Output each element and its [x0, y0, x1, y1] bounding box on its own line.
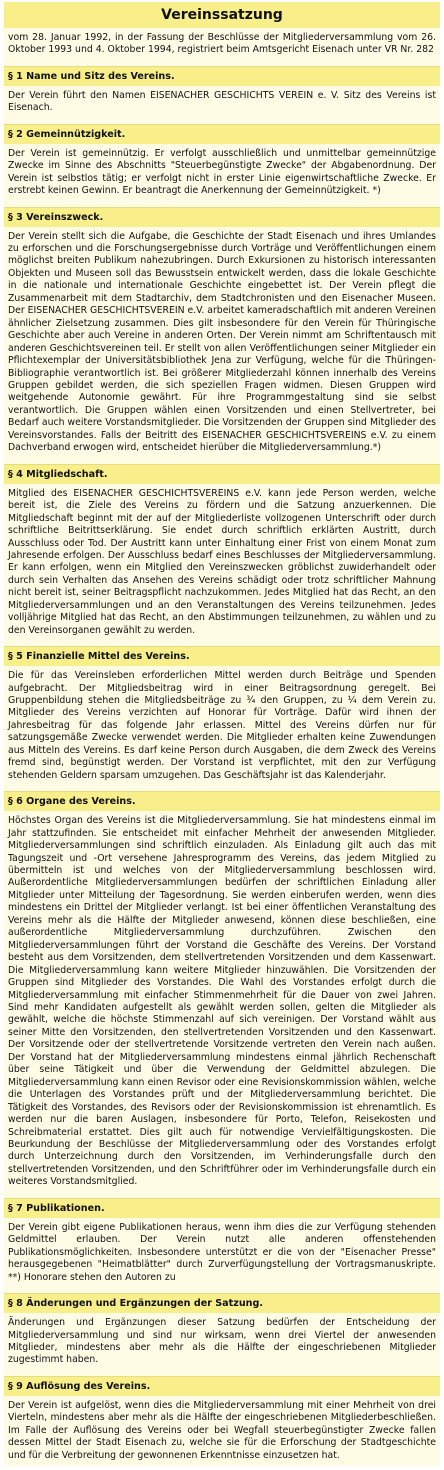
- section-3-heading: § 3 Vereinszweck.: [4, 207, 440, 227]
- section-3-body: Der Verein stellt sich die Aufgabe, die Geschichte der Stadt Eisenach und ihres Umlandes zu erforschen und die Forschungsergebnisse durch Vorträge und Veröffentlichungen einem möglichst breiten Publikum nahezubringen. Durch Exkursionen zu historisch interessanten Objekten und Museen soll das Bewusstsein entwickelt werden, dass die lokale Geschichte in die nationale und internationale Geschichte eingebettet ist. Der Verein pflegt die Zusammenarbeit mit dem Stadtarchiv, dem Stadtchronisten und den Eisenacher Museen. Der EISENACHER GESCHICHTSVEREIN e.V. arbeitet kameradschaftlich mit anderen Vereinen ähnlicher Zielsetzung zusammen. Dies gilt insbesondere für den Verein für Thüringische Geschichte aber auch Vereine in anderen Orten. Der Verein nimmt am Schriftentausch mit anderen Geschichtsvereinen teil. Er stellt von allen Veröffentlichungen seiner Mitglieder ein Pflichtexemplar der Universitätsbibliothek Jena zur Verfügung, welche für die Thüringen-Bibliographie verantwortlich ist. Bei größerer Mitgliederzahl können innerhalb des Vereins Gruppen gebildet werden, die sich speziellen Fragen widmen. Diesen Gruppen wird weitgehende Autonomie gewährt. Für ihre Programmgestaltung sind sie selbst verantwortlich. Die Gruppen wählen einen Vorsitzenden und einen Stellvertreter, bei Bedarf auch weitere Vorstandsmitglieder. Die Vorsitzenden der Gruppen sind Mitglieder des Vereinsvorstandes. Falls der Beitritt des EISENACHER GESCHICHTSVEREINS e.V. zu einem Dachverband erwogen wird, entscheidet hierüber die Mitgliederversammlung.*): [8, 230, 436, 454]
- statute-document: [4, 2, 440, 1466]
- section-8-heading: § 8 Änderungen und Ergänzungen der Satzung.: [4, 1293, 440, 1313]
- section-5-body: Die für das Vereinsleben erforderlichen Mittel werden durch Beiträge und Spenden aufgebracht. Der Mitgliedsbeitrag wird in einer Beitragsordnung geregelt. Bei Gruppenbildung stehen die Mitgliedsbeiträge zu ¾ den Gruppen, zu ¼ dem Verein zu. Mitglieder des Vereins verzichten auf Honorar für Vorträge. Dafür wird ihnen der Jahresbeitrag für das folgende Jahr erlassen. Mittel des Vereins dürfen nur für satzungsgemäße Zwecke verwendet werden. Die Mitglieder erhalten keine Zuwendungen aus Mitteln des Vereins. Es darf keine Person durch Ausgaben, die dem Zweck des Vereins fremd sind, begünstigt werden. Der Vorstand ist verpflichtet, mit den zur Verfügung stehenden Geldern sparsam umzugehen. Das Geschäftsjahr ist das Kalenderjahr.: [8, 670, 436, 781]
- section-9-heading: § 9 Auflösung des Vereins.: [4, 1376, 440, 1396]
- section-4-body: Mitglied des EISENACHER GESCHICHTSVEREINS e.V. kann jede Person werden, welche bereit ist, die Ziele des Vereins zu fördern und die Satzung anzuerkennen. Die Mitgliedschaft beginnt mit der auf der Mitgliederliste vollzogenen Unterschrift oder durch schriftliche Beitrittserklärung. Sie endet durch schriftlich erklärten Austritt, durch Ausschluss oder Tod. Der Austritt kann unter Einhaltung einer Frist von einem Monat zum Jahresende erfolgen. Der Ausschluss bedarf eines Beschlusses der Mitgliederversammlung. Er kann erfolgen, wenn ein Mitglied den Vereinszwecken gröblichst zuwiderhandelt oder durch sein Verhalten das Ansehen des Vereins schädigt oder trotz schriftlicher Mahnung nicht bereit ist, seiner Beitragspflicht nachzukommen. Jedes Mitglied hat das Recht, an den Mitgliederversammlungen und an den Veranstaltungen des Vereins teilzunehmen. Jedes volljährige Mitglied hat das Recht, an den Abstimmungen teilzunehmen, zu wählen und zu den Vereinsorganen gewählt zu werden.: [8, 487, 436, 636]
- section-4-heading: § 4 Mitgliedschaft.: [4, 464, 440, 484]
- section-5-heading: § 5 Finanzielle Mittel des Vereins.: [4, 646, 440, 666]
- section-9-body: Der Verein ist aufgelöst, wenn dies die Mitgliederversammlung mit einer Mehrheit von drei Vierteln, mindestens aber mehr als die Hälfte der eingeschriebenen Mitgliederbeschließen. Im Falle der Auflösung des Vereins oder bei Wegfall steuerbegünstigter Zwecke fallen dessen Mittel der Stadt Eisenach zu, welche sie für die Erforschung der Stadtgeschichte und für die Verbreitung der gewonnenen Erkenntnisse einzusetzen hat.: [8, 1399, 436, 1461]
- section-1-body: Der Verein führt den Namen EISENACHER GESCHICHTS VEREIN e. V. Sitz des Vereins ist Eisenach.: [8, 89, 436, 114]
- section-7-heading: § 7 Publikationen.: [4, 1198, 440, 1218]
- document-title: Vereinssatzung: [4, 2, 440, 28]
- section-7-body: Der Verein gibt eigene Publikationen heraus, wenn ihm dies die zur Verfügung stehenden Geldmittel erlauben. Der Verein nutzt alle anderen offenstehenden Publikationsmöglichkeiten. Insbesondere unterstützt er die von der "Eisenacher Presse" herausgegebenen "Heimatblätter" durch Zurverfügungstellung der Vortragsmanuskripte. **) Honorare stehen den Autoren zu: [8, 1221, 436, 1283]
- section-6-body: Höchstes Organ des Vereins ist die Mitgliederversammlung. Sie hat mindestens einmal im Jahr stattzufinden. Sie entscheidet mit einfacher Mehrheit der anwesenden Mitglieder. Mitgliederversammlungen sind schriftlich einzuladen. Als Einladung gilt auch das mit Tagungszeit und -Ort versehene Jahresprogramm des Vereins, das jedem Mitglied zu übermitteln ist und welches von der Mitgliederversammlung beschlossen wird. Außerordentliche Mitgliederversammlungen bedürfen der schriftlichen Einladung aller Mitglieder unter Mitteilung der Tagesordnung. Sie werden einberufen werden, wenn dies mindestens ein Drittel der Mitglieder verlangt. Ist bei einer öffentlichen Veranstaltung des Vereins mehr als die Hälfte der Mitglieder anwesend, können diese beschließen, eine außerordentliche Mitgliederversammlung durchzuführen. Zwischen den Mitgliederversammlungen führt der Vorstand die Geschäfte des Vereins. Der Vorstand besteht aus dem Vorsitzenden, dem stellvertretenden Vorsitzenden und dem Kassenwart. Die Mitgliederversammlung kann weitere Mitglieder hinzuwählen. Die Vorsitzenden der Gruppen sind Mitglieder des Vorstandes. Die Wahl des Vorstandes erfolgt durch die Mitgliederversammlung mit einfacher Stimmenmehrheit für die Dauer von zwei Jahren. Sind mehr Kandidaten aufgestellt als gewählt werden sollen, gelten die Mitglieder als gewählt, welche die höchste Stimmenzahl auf sich vereinigen. Der Vorstand wählt aus seiner Mitte den Vorsitzenden, den stellvertretenden Vorsitzenden und den Kassenwart. Der Vorsitzende oder der stellvertretende Vorsitzende vertreten den Verein nach außen. Der Vorstand hat der Mitgliederversammlung mindestens einmal jährlich Rechenschaft über seine Tätigkeit und über die Verwendung der Geldmittel abzulegen. Die Mitgliederversammlung kann einen Revisor oder eine Revisionskommission wählen, welche die Unterlagen des Vorstandes prüft und der Mitgliederversammlung berichtet. Die Tätigkeit des Vorstandes, des Revisors oder der Revisionskommission ist ehrenamtlich. Es werden nur die baren Auslagen, insbesondere für Porto, Telefon, Reisekosten und Schreibmaterial erstattet. Dies gilt auch für notwendige Vervielfältigungskosten. Die Beurkundung der Beschlüsse der Mitgliederversammlung oder des Vorstandes erfolgt durch Unterzeichnung durch den Vorsitzenden, im Verhinderungsfalle durch den stellvertretenden Vorsitzenden, und den Schriftführer oder im Verhinderungsfalle durch ein weiteres Vorstandsmitglied.: [8, 815, 436, 1188]
- section-6-heading: § 6 Organe des Vereins.: [4, 791, 440, 811]
- section-2-heading: § 2 Gemeinnützigkeit.: [4, 124, 440, 144]
- intro-text: vom 28. Januar 1992, in der Fassung der Beschlüsse der Mitgliederversammlung vom 26. Oktober 1993 und 4. Oktober 1994, registriert beim Amtsgericht Eisenach unter VR Nr. 282: [8, 32, 436, 56]
- section-8-body: Änderungen und Ergänzungen dieser Satzung bedürfen der Entscheidung der Mitgliederversammlung und sind nur wirksam, wenn drei Viertel der anwesenden Mitglieder, mindestens aber mehr als die Hälfte der eingeschriebenen Mitglieder zugestimmt haben.: [8, 1317, 436, 1366]
- section-1-heading: § 1 Name und Sitz des Vereins.: [4, 66, 440, 86]
- section-2-body: Der Verein ist gemeinnützig. Er verfolgt ausschließlich und unmittelbar gemeinnützige Zwecke im Sinne des Abschnitts "Steuerbegünstigte Zwecke" der Abgabenordnung. Der Verein ist selbstlos tätig; er verfolgt nicht in erster Linie eigenwirtschaftliche Zwecke. Er erstrebt keinen Gewinn. Er beantragt die Anerkennung der Gemeinnützigkeit. *): [8, 147, 436, 197]
